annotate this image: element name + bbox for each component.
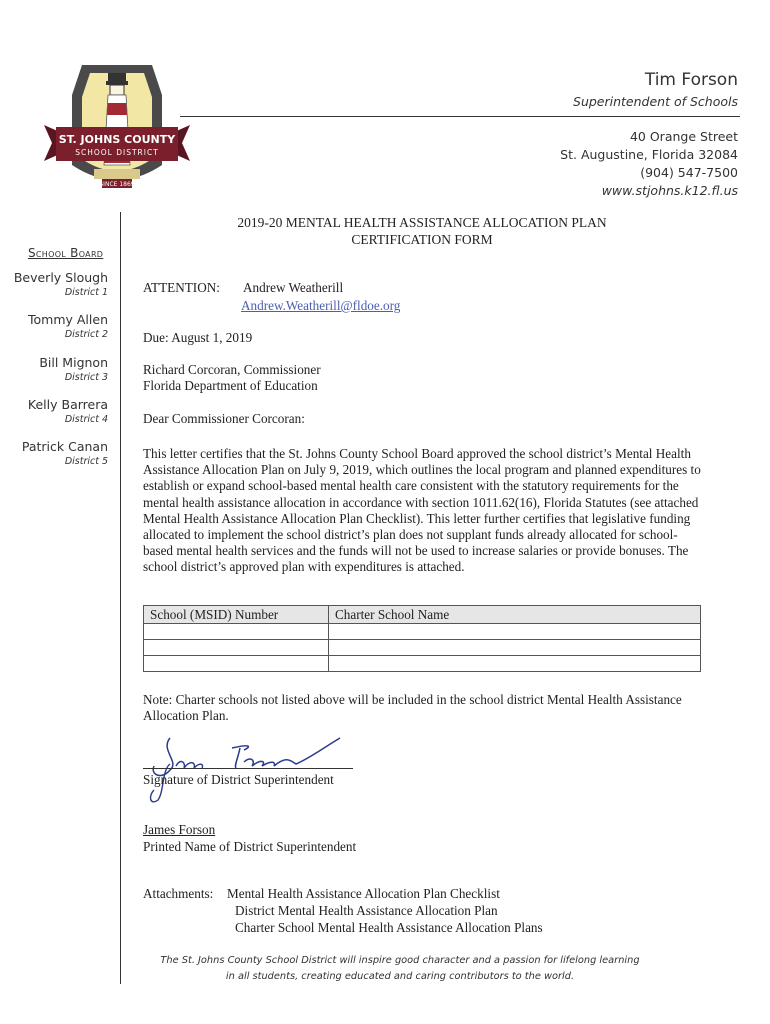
member-name: Patrick Canan <box>21 439 108 454</box>
recipient-line1: Richard Corcoran, Commissioner <box>143 362 321 377</box>
board-member <box>28 397 108 425</box>
printed-name: James Forson <box>143 822 216 837</box>
member-name: Tommy Allen <box>28 312 108 327</box>
table-cell[interactable] <box>329 640 701 656</box>
attachment-item: Charter School Mental Health Assistance Allocation Plans <box>235 920 543 935</box>
table-row <box>144 656 701 672</box>
footer-line2: in all students, creating educated and caring contributors to the world. <box>225 971 575 982</box>
board-member <box>39 355 108 383</box>
member-district: District 2 <box>64 329 108 340</box>
column-header-msid: School (MSID) Number <box>144 606 329 624</box>
table-cell[interactable] <box>329 624 701 640</box>
member-name: Kelly Barrera <box>27 397 108 412</box>
school-board-title: School Board <box>28 246 104 260</box>
member-district: District 5 <box>64 456 108 467</box>
logo-district-sub: SCHOOL DISTRICT <box>75 148 159 157</box>
table-cell[interactable] <box>144 624 329 640</box>
logo-district-name: ST. JOHNS COUNTY <box>58 133 176 146</box>
attention-line <box>143 280 343 296</box>
attention-name: Andrew Weatherill <box>243 280 344 295</box>
attachments-label: Attachments: <box>143 886 214 901</box>
address-street: 40 Orange Street <box>629 129 738 144</box>
document-title-line2: CERTIFICATION FORM <box>351 232 493 247</box>
note-text: Note: Charter schools not listed above will be included in the school district Mental Health Assistance Allocation Plan. <box>143 692 682 724</box>
board-member <box>14 270 108 298</box>
attachment-item: Mental Health Assistance Allocation Plan Checklist <box>227 886 500 901</box>
address-block <box>560 128 738 200</box>
salutation: Dear Commissioner Corcoran: <box>143 411 305 426</box>
sidebar-divider <box>120 212 121 984</box>
table-cell[interactable] <box>144 656 329 672</box>
signature-label: Signature of District Superintendent <box>143 772 334 787</box>
superintendent-signature <box>140 730 360 810</box>
district-logo <box>42 55 192 215</box>
address-city: St. Augustine, Florida 32084 <box>560 147 738 162</box>
signature-line <box>143 768 353 769</box>
table-cell[interactable] <box>329 656 701 672</box>
footer-line1: The St. Johns County School District will inspire good character and a passion for lifelong learning <box>160 955 640 966</box>
member-name: Bill Mignon <box>39 355 108 370</box>
attachment-item: District Mental Health Assistance Allocation Plan <box>235 903 498 918</box>
website: www.stjohns.k12.fl.us <box>601 183 738 198</box>
table-header-row <box>144 606 701 624</box>
logo-since: SINCE 1869 <box>99 181 135 188</box>
board-member <box>28 312 108 340</box>
superintendent-name: Tim Forson <box>644 70 738 90</box>
due-date: Due: August 1, 2019 <box>143 330 253 345</box>
member-district: District 3 <box>64 372 108 383</box>
attention-label: ATTENTION: <box>143 280 220 295</box>
member-district: District 4 <box>64 414 108 425</box>
table-row <box>144 640 701 656</box>
attention-email-link[interactable]: Andrew.Weatherill@fldoe.org <box>241 298 401 313</box>
header-rule <box>180 116 740 117</box>
board-member <box>22 439 108 467</box>
printed-name-label: Printed Name of District Superintendent <box>143 839 357 854</box>
table-cell[interactable] <box>144 640 329 656</box>
member-district: District 1 <box>64 287 108 298</box>
document-title <box>222 214 622 248</box>
charter-school-table <box>143 605 701 672</box>
superintendent-title: Superintendent of Schools <box>573 94 738 109</box>
recipient-line2: Florida Department of Education <box>143 378 318 393</box>
document-title-line1: 2019-20 MENTAL HEALTH ASSISTANCE ALLOCATION PLAN <box>237 215 607 230</box>
letter-body: This letter certifies that the St. Johns County School Board approved the school district’s Mental Health Assistance Allocation Plan on July 9, 2019, which outlines the local program and planned expenditures to establish or expand school-based mental health care consistent with the statutory requirements for the mental health assistance allocation in accordance with section 1011.62(16), Florida Statutes (see attached Mental Health Assistance Allocation Plan Checklist). This letter further certifies that legislative funding allocated to implement the school district’s plan does not supplant funds already allocated for school-based mental health services and the funds will not be used to increase salaries or provide bonuses. The school district’s approved plan with expenditures is attached. <box>143 446 701 575</box>
member-name: Beverly Slough <box>13 270 108 285</box>
column-header-charter-name: Charter School Name <box>329 606 701 624</box>
footer-mission <box>140 953 660 985</box>
table-row <box>144 624 701 640</box>
phone: (904) 547-7500 <box>640 165 738 180</box>
